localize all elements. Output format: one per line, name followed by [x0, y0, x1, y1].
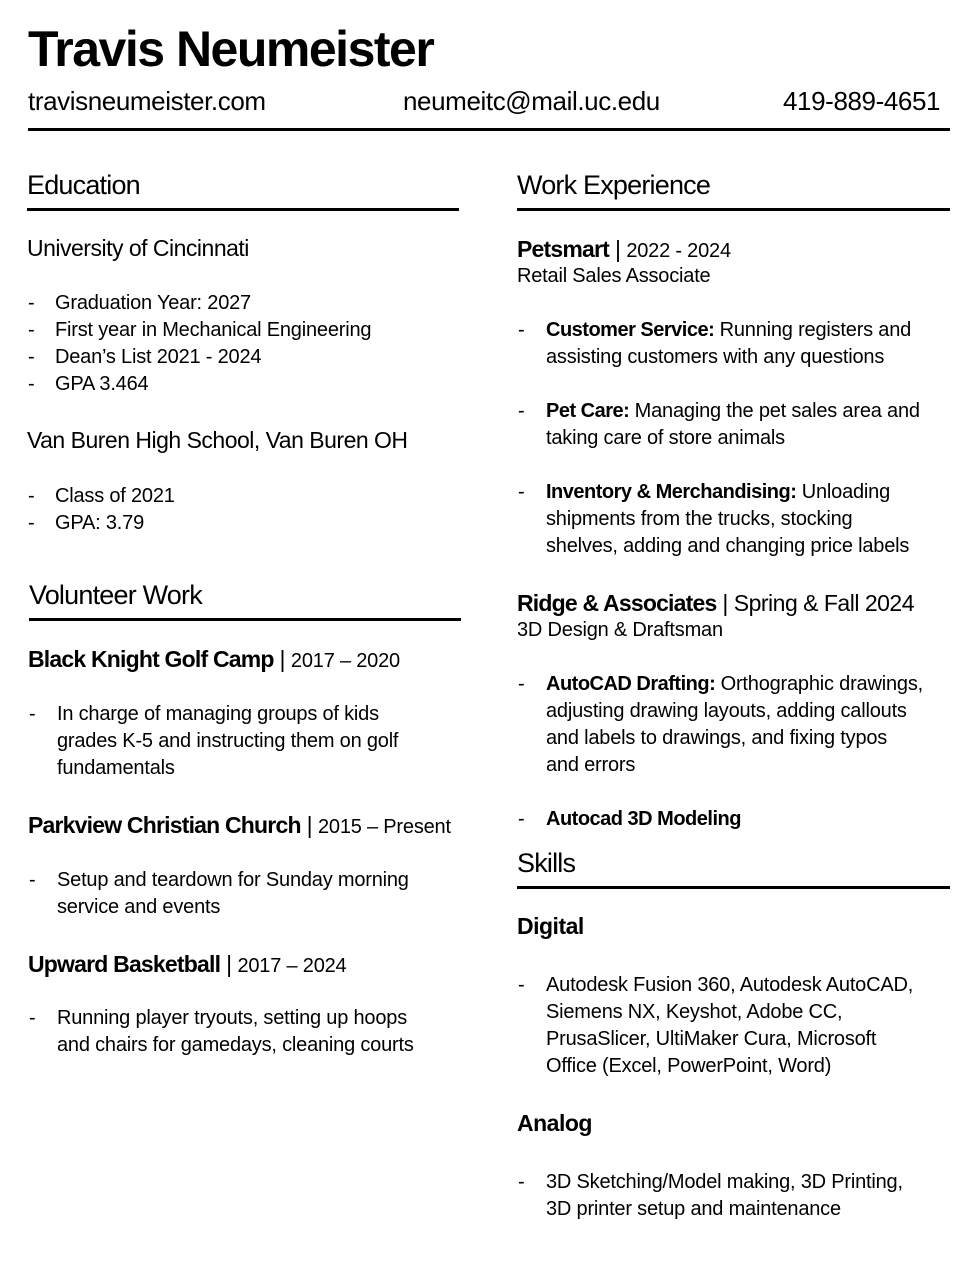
volunteer-org: Black Knight Golf Camp [28, 646, 274, 672]
bullet-dash: - [28, 485, 35, 507]
volunteer-line: service and events [57, 896, 221, 918]
volunteer-line: Running player tryouts, setting up hoops [57, 1007, 407, 1029]
skills-divider [517, 886, 950, 889]
education-item: First year in Mechanical Engineering [55, 319, 372, 341]
work-heading: Work Experience [517, 170, 711, 200]
job-bullet-text: Managing the pet sales area and [629, 400, 920, 422]
resume-name: Travis Neumeister [28, 21, 434, 77]
education-divider [27, 208, 459, 211]
job-bullet-line: and errors [546, 754, 636, 776]
skill-line: PrusaSlicer, UltiMaker Cura, Microsoft [546, 1028, 877, 1050]
education-item: Dean’s List 2021 - 2024 [55, 346, 262, 368]
education-item: Graduation Year: 2027 [55, 292, 251, 314]
bullet-dash: - [518, 673, 525, 695]
education-item: Class of 2021 [55, 485, 175, 507]
bullet-dash: - [518, 808, 525, 830]
job-bullet-label: AutoCAD Drafting: [546, 673, 716, 695]
skill-line: Office (Excel, PowerPoint, Word) [546, 1055, 832, 1077]
job-bullet-label: Pet Care: [546, 400, 630, 422]
divider-bar: | [722, 590, 728, 616]
phone-number: 419-889-4651 [783, 86, 941, 116]
school-name: Van Buren High School, Van Buren OH [27, 427, 408, 453]
job-dates: Spring & Fall 2024 [733, 590, 914, 616]
job-bullet-line [546, 481, 890, 504]
job-company: Petsmart [517, 236, 610, 262]
job-bullet-line: shelves, adding and changing price labels [546, 535, 910, 557]
school-name: University of Cincinnati [27, 235, 249, 261]
job-dates: 2022 - 2024 [626, 240, 731, 262]
volunteer-dates: 2017 – 2024 [237, 955, 347, 977]
bullet-dash: - [518, 974, 525, 996]
job-bullet-line: taking care of store animals [546, 427, 785, 449]
job-role: Retail Sales Associate [517, 265, 711, 287]
job-bullet-line: adjusting drawing layouts, adding callouts [546, 700, 907, 722]
bullet-dash: - [28, 373, 35, 395]
volunteer-line: grades K-5 and instructing them on golf [57, 730, 399, 752]
job-header [517, 236, 731, 263]
volunteer-org: Parkview Christian Church [28, 812, 301, 838]
job-bullet-line: shipments from the trucks, stocking [546, 508, 853, 530]
bullet-dash: - [28, 512, 35, 534]
volunteer-line: Setup and teardown for Sunday morning [57, 869, 409, 891]
job-bullet-line [546, 673, 923, 696]
job-role: 3D Design & Draftsman [517, 619, 723, 641]
bullet-dash: - [29, 1007, 36, 1029]
bullet-dash: - [518, 319, 525, 341]
skill-line: Siemens NX, Keyshot, Adobe CC, [546, 1001, 843, 1023]
job-bullet-text: Running registers and [714, 319, 912, 341]
volunteer-line: and chairs for gamedays, cleaning courts [57, 1034, 414, 1056]
divider-bar: | [279, 646, 286, 672]
divider-bar: | [226, 951, 232, 977]
volunteer-heading: Volunteer Work [29, 580, 202, 610]
education-heading: Education [27, 170, 140, 200]
job-bullet-line: and labels to drawings, and fixing typos [546, 727, 888, 749]
bullet-dash: - [29, 869, 36, 891]
volunteer-entry-header [28, 951, 346, 978]
header-divider [28, 128, 950, 131]
volunteer-dates: 2015 – Present [317, 816, 451, 838]
job-bullet-text: Orthographic drawings, [715, 673, 923, 695]
bullet-dash: - [29, 703, 36, 725]
volunteer-entry-header [28, 812, 451, 839]
job-bullet-line [546, 400, 920, 423]
skill-line: Autodesk Fusion 360, Autodesk AutoCAD, [546, 974, 914, 996]
skill-line: 3D Sketching/Model making, 3D Printing, [546, 1171, 903, 1193]
volunteer-org: Upward Basketball [28, 951, 221, 977]
skill-line: 3D printer setup and maintenance [546, 1198, 841, 1220]
website-link[interactable]: travisneumeister.com [28, 86, 266, 116]
volunteer-divider [29, 618, 461, 621]
bullet-dash: - [28, 346, 35, 368]
skill-group-name: Analog [517, 1110, 592, 1136]
volunteer-entry-header [28, 646, 400, 673]
education-item: GPA: 3.79 [55, 512, 144, 534]
bullet-dash: - [28, 292, 35, 314]
divider-bar: | [614, 236, 621, 262]
skills-heading: Skills [517, 848, 576, 878]
volunteer-line: fundamentals [57, 757, 175, 779]
job-bullet-text: Unloading [796, 481, 891, 503]
email-link[interactable]: neumeitc@mail.uc.edu [403, 86, 660, 116]
job-bullet-label: Customer Service: [546, 319, 715, 341]
bullet-dash: - [518, 481, 525, 503]
education-item: GPA 3.464 [55, 373, 149, 395]
volunteer-line: In charge of managing groups of kids [57, 703, 379, 725]
job-bullet-line: assisting customers with any questions [546, 346, 885, 368]
divider-bar: | [306, 812, 313, 838]
bullet-dash: - [28, 319, 35, 341]
job-bullet-label: Autocad 3D Modeling [546, 808, 741, 830]
bullet-dash: - [518, 400, 525, 422]
volunteer-dates: 2017 – 2020 [290, 650, 400, 672]
job-header [517, 590, 914, 617]
job-company: Ridge & Associates [517, 590, 717, 616]
job-bullet-line [546, 319, 911, 342]
job-bullet-label: Inventory & Merchandising: [546, 481, 797, 503]
bullet-dash: - [518, 1171, 525, 1193]
skill-group-name: Digital [517, 913, 584, 939]
work-divider [517, 208, 950, 211]
